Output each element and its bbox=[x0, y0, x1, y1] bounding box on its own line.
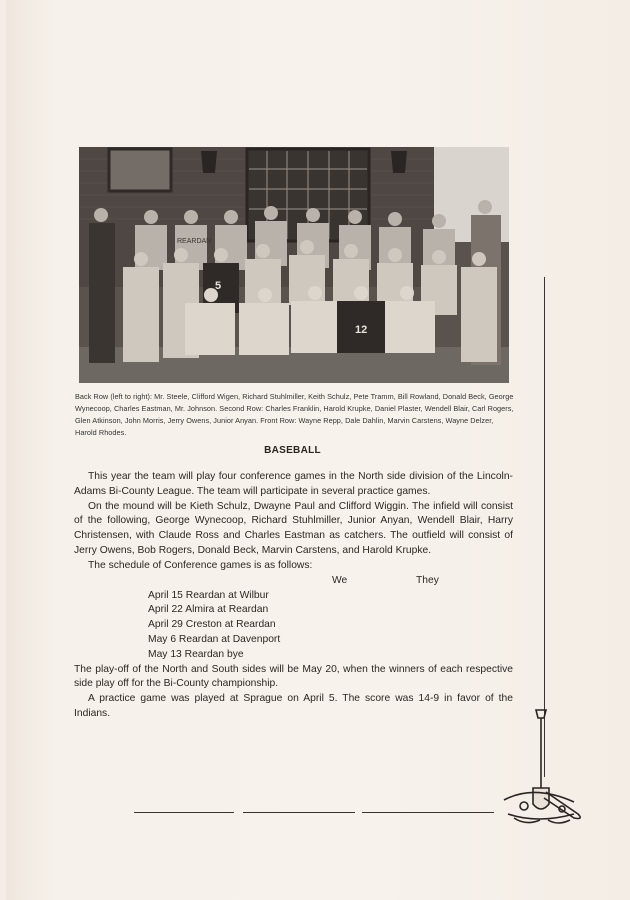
paragraph-roster: On the mound will be Kieth Schulz, Dwayne Paul and Clifford Wiggin. The infield will consist of the following, George Wynecoop, Richard Stuhlmiller, Junior Anyan, Wendell Blair, Harry Christensen, with Claude Ross and Charles Eastman as catchers. The outfield will consist of Jerry Owens, Bob Rogers, Donald Beck, Marvin Carstens, and Harold Krupke. bbox=[74, 500, 513, 556]
section-heading: BASEBALL bbox=[264, 445, 321, 456]
vertical-rule bbox=[544, 277, 545, 777]
jersey-number-5: 5 bbox=[215, 280, 222, 292]
schedule-item: April 15 Reardan at Wilbur bbox=[148, 589, 269, 601]
schedule-item: April 29 Creston at Reardan bbox=[148, 619, 276, 631]
schedule-column-headers bbox=[74, 574, 513, 589]
paragraph-practice-game: A practice game was played at Sprague on April 5. The score was 14-9 in favor of the Indians. bbox=[74, 693, 513, 719]
paragraph-intro: This year the team will play four conference games in the North side division of the Lincoln-Adams Bi-County League. The team will participate in several practice games. bbox=[74, 471, 513, 497]
we-header: We bbox=[332, 574, 348, 586]
article-body bbox=[74, 470, 513, 722]
schedule-item: May 13 Reardan bye bbox=[148, 648, 244, 660]
schedule-list bbox=[74, 589, 513, 663]
team-photo bbox=[79, 147, 509, 383]
photo-caption: Back Row (left to right): Mr. Steele, Clifford Wigen, Richard Stuhlmiller, Keith Schulz, Pete Tramm, Bill Rowland, Donald Beck, George Wynecoop, Charles Eastman, Mr. Johnson. Second Row: Charles Franklin, Harold Krupke, Daniel Plaster, Wendell Blair, Carl Rogers, Glen Atkinson, John Morris, Jerry Owens, Junior Anyan. Front Row: Wayne Repp, Dale Dahlin, Marvin Carstens, Wayne Delzer, Harold Rhodes. bbox=[75, 392, 514, 437]
schedule-item: April 22 Almira at Reardan bbox=[148, 604, 269, 616]
team-photo-illustration bbox=[79, 147, 509, 383]
bottom-rule-2 bbox=[243, 812, 355, 813]
shovel-pickaxe-icon bbox=[496, 708, 596, 838]
bottom-rule-3 bbox=[362, 812, 494, 813]
schedule-item: May 6 Reardan at Davenport bbox=[148, 633, 281, 645]
jersey-number-12: 12 bbox=[355, 324, 368, 336]
they-header: They bbox=[416, 574, 439, 586]
paragraph-schedule-intro: The schedule of Conference games is as follows: bbox=[88, 559, 313, 571]
bottom-rule-1 bbox=[134, 812, 234, 813]
paragraph-playoff: The play-off of the North and South sides will be May 20, when the winners of each respective side play off for the Bi-County championship. bbox=[74, 663, 513, 690]
jersey-lettering: REARDAN bbox=[177, 238, 212, 245]
